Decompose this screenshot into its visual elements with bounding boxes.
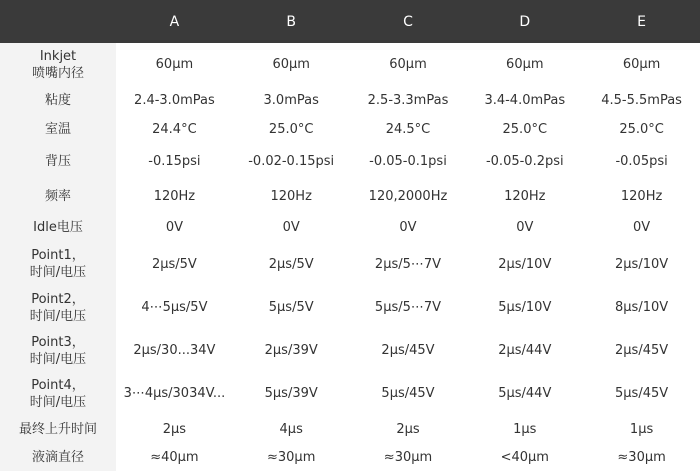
table-cell: ≈30μm — [267, 449, 316, 465]
table-cell: 2μs/45V — [381, 343, 435, 358]
table-cell: 4⋯5μs/5V — [141, 300, 208, 315]
table-row — [0, 143, 700, 179]
column-header-e: E — [637, 13, 647, 30]
table-cell: -0.02-0.15psi — [248, 153, 335, 169]
table-row — [0, 286, 700, 329]
table-row — [0, 43, 700, 86]
row-label-line: Inkjet — [39, 48, 77, 64]
table-row — [0, 329, 700, 372]
table-cell: 0V — [165, 220, 183, 235]
row-label — [0, 329, 116, 372]
row-label-line: Point3， — [31, 334, 85, 350]
table-cell: 120,2000Hz — [368, 188, 448, 204]
table-cell: ≈30μm — [617, 449, 666, 465]
table-cell: 0V — [282, 220, 300, 235]
row-label-line: Point4， — [31, 377, 85, 393]
row-label-line: 频率 — [44, 188, 71, 204]
table-cell: 5μs/39V — [264, 386, 318, 401]
row-label-line: 时间/电压 — [29, 394, 87, 410]
table-cell: 2μs/10V — [615, 256, 669, 272]
row-label — [0, 415, 116, 443]
table-cell: ≈30μm — [383, 449, 433, 465]
table-cell: 2μs/5V — [151, 256, 197, 272]
table-cell: 24.5°C — [385, 121, 431, 137]
table-cell: 3.0mPas — [263, 93, 319, 108]
table-row — [0, 443, 700, 471]
row-label — [0, 143, 116, 179]
table-cell: 2μs/10V — [498, 256, 552, 272]
table-row — [0, 179, 700, 213]
table-cell: 4μs — [279, 421, 303, 437]
table-cell: 2.4-3.0mPas — [134, 93, 215, 108]
table-cell: 3⋯4μs/3034V... — [123, 386, 226, 401]
row-label — [0, 43, 116, 86]
table-cell: 0V — [516, 220, 534, 235]
row-label-line: Idle电压 — [33, 220, 83, 235]
table-cell: 60μm — [622, 57, 661, 72]
table-cell: 120Hz — [504, 188, 546, 204]
table-cell: -0.15psi — [148, 153, 201, 169]
table-cell: 5μs/45V — [615, 386, 669, 401]
table-body — [0, 43, 700, 471]
row-label — [0, 179, 116, 213]
table-cell: 2μs/5V — [268, 256, 314, 272]
table-cell: 2μs — [162, 421, 187, 437]
table-cell: 2μs/39V — [264, 343, 318, 358]
row-label — [0, 213, 116, 242]
table-cell: 3.4-4.0mPas — [484, 93, 566, 108]
header-corner-cell — [0, 0, 116, 43]
row-label-line: 室温 — [44, 121, 71, 137]
table-cell: 120Hz — [270, 188, 312, 204]
table-cell: 2μs — [396, 421, 420, 437]
row-label-line: 背压 — [44, 153, 71, 169]
table-cell: 25.0°C — [619, 121, 664, 137]
row-label-line: 粘度 — [44, 93, 71, 108]
table-cell: 60μm — [155, 57, 194, 72]
table-cell: 24.4°C — [152, 121, 197, 137]
row-label-line: 液滴直径 — [31, 449, 84, 465]
table-cell: 5μs/5⋯7V — [374, 300, 442, 315]
row-label — [0, 86, 116, 115]
row-label-line: Point1， — [31, 248, 85, 263]
table-cell: 0V — [633, 220, 651, 235]
table-cell: 60μm — [389, 57, 427, 72]
table-cell: 4.5-5.5mPas — [601, 93, 682, 108]
table-cell: 120Hz — [620, 188, 663, 204]
table-cell: 2μs/45V — [615, 343, 669, 358]
table-row — [0, 415, 700, 443]
table-cell: 2μs/30...34V — [133, 343, 216, 358]
table-cell: 2.5-3.3mPas — [367, 93, 449, 108]
column-header-c: C — [403, 13, 413, 30]
table-cell: 1μs — [513, 421, 537, 437]
table-cell: 60μm — [272, 57, 310, 72]
row-label-line: 时间/电压 — [29, 265, 87, 280]
table-cell: -0.05-0.2psi — [485, 153, 564, 169]
table-row — [0, 242, 700, 286]
column-header-d: D — [519, 13, 531, 30]
table-row — [0, 372, 700, 415]
row-label-line: Point2， — [31, 291, 85, 307]
table-cell: 2μs/5⋯7V — [374, 256, 442, 272]
row-label — [0, 115, 116, 143]
table-cell: 5μs/44V — [498, 386, 552, 401]
row-label-line: 最终上升时间 — [18, 421, 97, 437]
table-cell: -0.05-0.1psi — [369, 153, 447, 169]
row-label — [0, 286, 116, 329]
table-cell: 2μs/44V — [498, 343, 552, 358]
table-cell: 5μs/5V — [268, 300, 314, 315]
table-cell: 8μs/10V — [615, 300, 669, 315]
header-row — [0, 0, 700, 43]
column-header-a: A — [169, 13, 180, 30]
table-cell: 60μm — [506, 57, 544, 72]
table-cell: 25.0°C — [268, 121, 314, 137]
table-cell: -0.05psi — [615, 153, 668, 169]
table-row — [0, 115, 700, 143]
row-label-line: 时间/电压 — [29, 351, 87, 367]
row-label — [0, 372, 116, 415]
table-row — [0, 86, 700, 115]
table-row — [0, 213, 700, 242]
table-cell: ≈40μm — [150, 449, 199, 465]
table-cell: 0V — [399, 220, 417, 235]
table-cell: 5μs/45V — [381, 386, 435, 401]
row-label-line: 时间/电压 — [29, 308, 87, 324]
row-label — [0, 443, 116, 471]
table-cell: <40μm — [500, 449, 549, 465]
table-cell: 120Hz — [153, 188, 196, 204]
table-cell: 5μs/10V — [498, 300, 552, 315]
row-label — [0, 242, 116, 286]
row-label-line: 喷嘴内径 — [31, 65, 84, 81]
table-cell: 1μs — [629, 421, 654, 437]
column-header-b: B — [286, 13, 296, 30]
table-header — [0, 0, 700, 43]
table-cell: 25.0°C — [502, 121, 548, 137]
